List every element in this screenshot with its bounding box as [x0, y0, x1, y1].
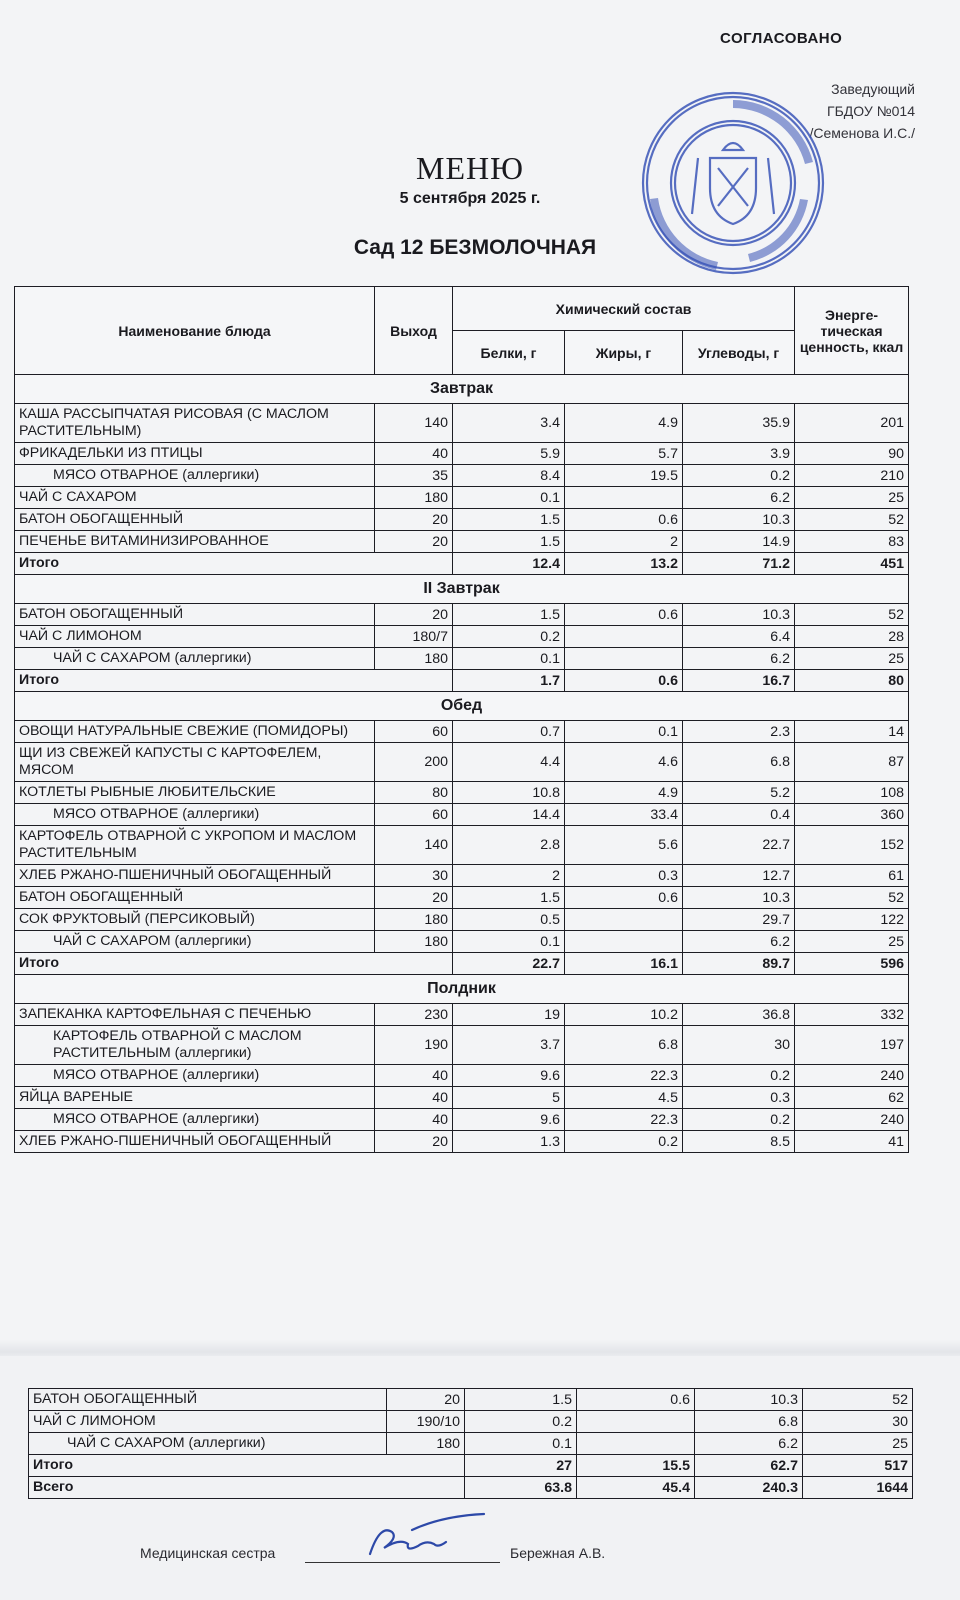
energy-cell: 517: [803, 1455, 913, 1477]
column-header-output: Выход: [375, 287, 453, 375]
dish-name: МЯСО ОТВАРНОЕ (аллергики): [15, 465, 375, 487]
table-row: [15, 1026, 909, 1065]
fat-cell: 22.3: [565, 1065, 683, 1087]
carbs-cell: 14.9: [683, 531, 795, 553]
dish-name: ЧАЙ С ЛИМОНОМ: [29, 1411, 387, 1433]
dish-name: ЧАЙ С САХАРОМ: [15, 487, 375, 509]
table-row: [29, 1433, 913, 1455]
protein-cell: 1.3: [453, 1131, 565, 1153]
approval-heading: СОГЛАСОВАНО: [720, 30, 843, 47]
energy-cell: 90: [795, 443, 909, 465]
output-cell: 180/7: [375, 626, 453, 648]
carbs-cell: 22.7: [683, 826, 795, 865]
fat-cell: 45.4: [577, 1477, 695, 1499]
protein-cell: 1.5: [453, 531, 565, 553]
protein-cell: 1.7: [453, 670, 565, 692]
protein-cell: 22.7: [453, 953, 565, 975]
dish-name: СОК ФРУКТОВЫЙ (ПЕРСИКОВЫЙ): [15, 909, 375, 931]
protein-cell: 27: [465, 1455, 577, 1477]
table-row: [15, 782, 909, 804]
fat-cell: 0.6: [565, 604, 683, 626]
dish-name: КАША РАССЫПЧАТАЯ РИСОВАЯ (С МАСЛОМ РАСТИТЕЛЬНЫМ): [15, 404, 375, 443]
carbs-cell: 0.2: [683, 465, 795, 487]
carbs-cell: 5.2: [683, 782, 795, 804]
carbs-cell: 10.3: [683, 887, 795, 909]
protein-cell: 0.1: [453, 487, 565, 509]
protein-cell: 0.1: [453, 648, 565, 670]
protein-cell: 9.6: [453, 1109, 565, 1131]
dish-name: КАРТОФЕЛЬ ОТВАРНОЙ С МАСЛОМ РАСТИТЕЛЬНЫМ (аллергики): [15, 1026, 375, 1065]
dish-name: ЯЙЦА ВАРЕНЫЕ: [15, 1087, 375, 1109]
output-cell: 200: [375, 743, 453, 782]
page-title: МЕНЮ: [416, 150, 524, 186]
column-header-protein: Белки, г: [453, 331, 565, 375]
section-total-row-label: Итого: [15, 553, 453, 575]
output-cell: 60: [375, 804, 453, 826]
output-cell: 40: [375, 1087, 453, 1109]
protein-cell: 1.5: [453, 887, 565, 909]
section-header: [15, 575, 909, 604]
carbs-cell: 29.7: [683, 909, 795, 931]
fat-cell: 5.6: [565, 826, 683, 865]
carbs-cell: 0.4: [683, 804, 795, 826]
carbs-cell: 240.3: [695, 1477, 803, 1499]
section-total-row-label: Итого: [29, 1455, 465, 1477]
section-header: [15, 692, 909, 721]
output-cell: 60: [375, 721, 453, 743]
energy-cell: 52: [803, 1389, 913, 1411]
carbs-cell: 8.5: [683, 1131, 795, 1153]
dish-name: КАРТОФЕЛЬ ОТВАРНОЙ С УКРОПОМ И МАСЛОМ РАСТИТЕЛЬНЫМ: [15, 826, 375, 865]
section-total-row: [15, 670, 909, 692]
carbs-cell: 0.2: [683, 1065, 795, 1087]
energy-cell: 152: [795, 826, 909, 865]
dish-name: БАТОН ОБОГАЩЕННЫЙ: [29, 1389, 387, 1411]
protein-cell: 0.1: [465, 1433, 577, 1455]
protein-cell: 0.1: [453, 931, 565, 953]
fat-cell: 2: [565, 531, 683, 553]
output-cell: 20: [375, 1131, 453, 1153]
protein-cell: 3.4: [453, 404, 565, 443]
energy-cell: 41: [795, 1131, 909, 1153]
table-row: [15, 1004, 909, 1026]
output-cell: 180: [387, 1433, 465, 1455]
table-row: [15, 721, 909, 743]
column-header-name: Наименование блюда: [15, 287, 375, 375]
output-cell: 140: [375, 404, 453, 443]
carbs-cell: 35.9: [683, 404, 795, 443]
output-cell: 180: [375, 931, 453, 953]
table-row: [15, 509, 909, 531]
dish-name: МЯСО ОТВАРНОЕ (аллергики): [15, 1109, 375, 1131]
section-total-row-label: Итого: [15, 670, 453, 692]
carbs-cell: 6.2: [683, 487, 795, 509]
table-row: [15, 909, 909, 931]
table-row: [15, 404, 909, 443]
carbs-cell: 6.4: [683, 626, 795, 648]
energy-cell: 197: [795, 1026, 909, 1065]
fat-cell: [565, 626, 683, 648]
output-cell: 40: [375, 1065, 453, 1087]
fat-cell: 15.5: [577, 1455, 695, 1477]
carbs-cell: 6.2: [683, 648, 795, 670]
protein-cell: 4.4: [453, 743, 565, 782]
grand-total-row: [29, 1477, 913, 1499]
output-cell: 40: [375, 443, 453, 465]
output-cell: 180: [375, 487, 453, 509]
fat-cell: 0.6: [565, 887, 683, 909]
approval-person: /Семенова И.С./: [809, 125, 915, 141]
carbs-cell: 12.7: [683, 865, 795, 887]
energy-cell: 61: [795, 865, 909, 887]
protein-cell: 0.2: [465, 1411, 577, 1433]
fat-cell: 4.9: [565, 404, 683, 443]
table-row: [15, 887, 909, 909]
dish-name: БАТОН ОБОГАЩЕННЫЙ: [15, 887, 375, 909]
protein-cell: 14.4: [453, 804, 565, 826]
table-row: [15, 743, 909, 782]
fat-cell: [565, 648, 683, 670]
output-cell: 190: [375, 1026, 453, 1065]
carbs-cell: 10.3: [683, 604, 795, 626]
dish-name: МЯСО ОТВАРНОЕ (аллергики): [15, 1065, 375, 1087]
dish-name: ХЛЕБ РЖАНО-ПШЕНИЧНЫЙ ОБОГАЩЕННЫЙ: [15, 865, 375, 887]
energy-cell: 14: [795, 721, 909, 743]
energy-cell: 30: [803, 1411, 913, 1433]
energy-cell: 332: [795, 1004, 909, 1026]
fat-cell: [565, 487, 683, 509]
table-row: [29, 1411, 913, 1433]
footer-role: Медицинская сестра: [140, 1545, 276, 1561]
output-cell: 20: [375, 531, 453, 553]
fat-cell: 0.6: [565, 509, 683, 531]
section-header: [15, 375, 909, 404]
fat-cell: 0.6: [565, 670, 683, 692]
column-header-composition: Химический состав: [453, 287, 795, 331]
energy-cell: 451: [795, 553, 909, 575]
handwritten-signature: [352, 1512, 492, 1567]
fat-cell: 19.5: [565, 465, 683, 487]
table-row: [15, 1131, 909, 1153]
output-cell: 80: [375, 782, 453, 804]
energy-cell: 52: [795, 604, 909, 626]
dish-name: БАТОН ОБОГАЩЕННЫЙ: [15, 509, 375, 531]
dish-name: ЧАЙ С САХАРОМ (аллергики): [29, 1433, 387, 1455]
energy-cell: 240: [795, 1109, 909, 1131]
carbs-cell: 71.2: [683, 553, 795, 575]
output-cell: 40: [375, 1109, 453, 1131]
section-total-row: [15, 953, 909, 975]
output-cell: 230: [375, 1004, 453, 1026]
protein-cell: 0.7: [453, 721, 565, 743]
dish-name: ЧАЙ С САХАРОМ (аллергики): [15, 931, 375, 953]
section-title: Завтрак: [15, 375, 909, 404]
output-cell: 20: [375, 509, 453, 531]
table-row: [15, 531, 909, 553]
fat-cell: 0.6: [577, 1389, 695, 1411]
fat-cell: 16.1: [565, 953, 683, 975]
fat-cell: 4.9: [565, 782, 683, 804]
menu-table: [14, 286, 909, 1153]
section-total-row-label: Итого: [15, 953, 453, 975]
protein-cell: 63.8: [465, 1477, 577, 1499]
section-header: [15, 975, 909, 1004]
carbs-cell: 0.2: [683, 1109, 795, 1131]
protein-cell: 9.6: [453, 1065, 565, 1087]
fat-cell: 4.6: [565, 743, 683, 782]
carbs-cell: 10.3: [695, 1389, 803, 1411]
protein-cell: 1.5: [453, 509, 565, 531]
protein-cell: 2: [453, 865, 565, 887]
energy-cell: 25: [795, 648, 909, 670]
output-cell: 20: [387, 1389, 465, 1411]
dish-name: ЗАПЕКАНКА КАРТОФЕЛЬНАЯ С ПЕЧЕНЬЮ: [15, 1004, 375, 1026]
carbs-cell: 30: [683, 1026, 795, 1065]
dish-name: ПЕЧЕНЬЕ ВИТАМИНИЗИРОВАННОЕ: [15, 531, 375, 553]
energy-cell: 25: [803, 1433, 913, 1455]
energy-cell: 52: [795, 509, 909, 531]
fat-cell: 5.7: [565, 443, 683, 465]
protein-cell: 10.8: [453, 782, 565, 804]
energy-cell: 25: [795, 487, 909, 509]
column-header-carbs: Углеводы, г: [683, 331, 795, 375]
carbs-cell: 62.7: [695, 1455, 803, 1477]
carbs-cell: 6.2: [695, 1433, 803, 1455]
protein-cell: 5.9: [453, 443, 565, 465]
energy-cell: 87: [795, 743, 909, 782]
section-title: Полдник: [15, 975, 909, 1004]
table-row: [15, 1087, 909, 1109]
energy-cell: 360: [795, 804, 909, 826]
fat-cell: 0.3: [565, 865, 683, 887]
column-header-energy: Энерге-тическая ценность, ккал: [795, 287, 909, 375]
output-cell: 180: [375, 909, 453, 931]
section-title: Обед: [15, 692, 909, 721]
carbs-cell: 6.2: [683, 931, 795, 953]
fat-cell: 10.2: [565, 1004, 683, 1026]
output-cell: 35: [375, 465, 453, 487]
output-cell: 190/10: [387, 1411, 465, 1433]
dish-name: БАТОН ОБОГАЩЕННЫЙ: [15, 604, 375, 626]
menu-table-continued: [28, 1388, 913, 1499]
carbs-cell: 16.7: [683, 670, 795, 692]
dish-name: ХЛЕБ РЖАНО-ПШЕНИЧНЫЙ ОБОГАЩЕННЫЙ: [15, 1131, 375, 1153]
protein-cell: 0.5: [453, 909, 565, 931]
table-row: [15, 626, 909, 648]
menu-date: 5 сентября 2025 г.: [399, 190, 541, 207]
energy-cell: 108: [795, 782, 909, 804]
energy-cell: 122: [795, 909, 909, 931]
table-row: [15, 804, 909, 826]
dish-name: ОВОЩИ НАТУРАЛЬНЫЕ СВЕЖИЕ (ПОМИДОРЫ): [15, 721, 375, 743]
approval-position: Заведующий: [831, 81, 915, 97]
fat-cell: 0.1: [565, 721, 683, 743]
table-row: [15, 826, 909, 865]
fat-cell: [565, 909, 683, 931]
energy-cell: 201: [795, 404, 909, 443]
dish-name: ЩИ ИЗ СВЕЖЕЙ КАПУСТЫ С КАРТОФЕЛЕМ, МЯСОМ: [15, 743, 375, 782]
protein-cell: 1.5: [453, 604, 565, 626]
grand-total-row-label: Всего: [29, 1477, 465, 1499]
protein-cell: 2.8: [453, 826, 565, 865]
carbs-cell: 0.3: [683, 1087, 795, 1109]
section-total-row: [15, 553, 909, 575]
carbs-cell: 3.9: [683, 443, 795, 465]
dish-name: ФРИКАДЕЛЬКИ ИЗ ПТИЦЫ: [15, 443, 375, 465]
protein-cell: 1.5: [465, 1389, 577, 1411]
table-row: [15, 931, 909, 953]
energy-cell: 1644: [803, 1477, 913, 1499]
fat-cell: 6.8: [565, 1026, 683, 1065]
section-total-row: [29, 1455, 913, 1477]
fat-cell: 0.2: [565, 1131, 683, 1153]
protein-cell: 19: [453, 1004, 565, 1026]
energy-cell: 62: [795, 1087, 909, 1109]
table-row: [15, 604, 909, 626]
menu-group: Сад 12 БЕЗМОЛОЧНАЯ: [353, 236, 597, 259]
output-cell: 140: [375, 826, 453, 865]
table-row: [15, 1109, 909, 1131]
dish-name: ЧАЙ С САХАРОМ (аллергики): [15, 648, 375, 670]
energy-cell: 240: [795, 1065, 909, 1087]
energy-cell: 25: [795, 931, 909, 953]
approval-institution: ГБДОУ №014: [827, 103, 915, 119]
output-cell: 30: [375, 865, 453, 887]
fat-cell: [565, 931, 683, 953]
carbs-cell: 2.3: [683, 721, 795, 743]
energy-cell: 210: [795, 465, 909, 487]
fat-cell: 22.3: [565, 1109, 683, 1131]
carbs-cell: 36.8: [683, 1004, 795, 1026]
table-row: [15, 1065, 909, 1087]
protein-cell: 5: [453, 1087, 565, 1109]
energy-cell: 80: [795, 670, 909, 692]
table-row: [15, 865, 909, 887]
table-row: [29, 1389, 913, 1411]
carbs-cell: 6.8: [683, 743, 795, 782]
table-row: [15, 465, 909, 487]
dish-name: МЯСО ОТВАРНОЕ (аллергики): [15, 804, 375, 826]
protein-cell: 8.4: [453, 465, 565, 487]
protein-cell: 3.7: [453, 1026, 565, 1065]
table-row: [15, 487, 909, 509]
dish-name: ЧАЙ С ЛИМОНОМ: [15, 626, 375, 648]
energy-cell: 596: [795, 953, 909, 975]
carbs-cell: 6.8: [695, 1411, 803, 1433]
energy-cell: 28: [795, 626, 909, 648]
protein-cell: 0.2: [453, 626, 565, 648]
section-title: II Завтрак: [15, 575, 909, 604]
footer-name: Бережная А.В.: [510, 1545, 606, 1561]
column-header-fat: Жиры, г: [565, 331, 683, 375]
fat-cell: 4.5: [565, 1087, 683, 1109]
carbs-cell: 10.3: [683, 509, 795, 531]
protein-cell: 12.4: [453, 553, 565, 575]
dish-name: КОТЛЕТЫ РЫБНЫЕ ЛЮБИТЕЛЬСКИЕ: [15, 782, 375, 804]
fat-cell: 13.2: [565, 553, 683, 575]
fat-cell: [577, 1433, 695, 1455]
fat-cell: [577, 1411, 695, 1433]
table-row: [15, 443, 909, 465]
energy-cell: 52: [795, 887, 909, 909]
carbs-cell: 89.7: [683, 953, 795, 975]
output-cell: 20: [375, 887, 453, 909]
fat-cell: 33.4: [565, 804, 683, 826]
energy-cell: 83: [795, 531, 909, 553]
output-cell: 20: [375, 604, 453, 626]
output-cell: 180: [375, 648, 453, 670]
table-row: [15, 648, 909, 670]
